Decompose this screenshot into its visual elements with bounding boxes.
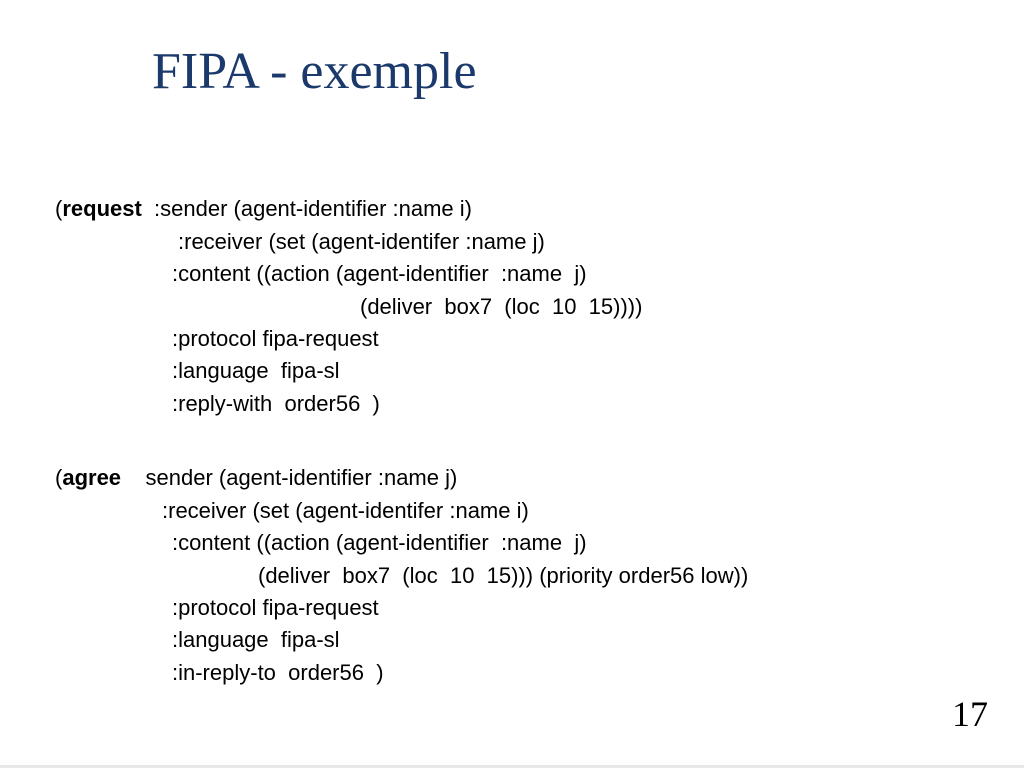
request-content: :content ((action (agent-identifier :name j) [172, 261, 587, 286]
agree-line-1 [55, 465, 457, 491]
request-receiver: :receiver (set (agent-identifer :name j) [178, 229, 545, 254]
request-reply-with: :reply-with order56 ) [172, 391, 380, 416]
agree-performative: agree [62, 465, 122, 490]
request-sender: :sender (agent-identifier :name i) [141, 196, 472, 221]
request-performative: request [62, 196, 142, 221]
request-open-paren: ( [55, 196, 63, 221]
agree-protocol: :protocol fipa-request [172, 595, 379, 620]
page-number: 17 [952, 694, 988, 734]
slide-title: FIPA - exemple [152, 43, 477, 100]
request-content-deliver: (deliver box7 (loc 10 15)))) [360, 294, 643, 319]
agree-content-deliver: (deliver box7 (loc 10 15))) (priority order56 low)) [258, 563, 749, 588]
agree-language: :language fipa-sl [172, 627, 340, 652]
request-language: :language fipa-sl [172, 358, 340, 383]
agree-receiver: :receiver (set (agent-identifer :name i) [162, 498, 529, 523]
agree-in-reply-to: :in-reply-to order56 ) [172, 660, 384, 685]
agree-sender: sender (agent-identifier :name j) [121, 465, 458, 490]
agree-open-paren: ( [55, 465, 63, 490]
agree-content: :content ((action (agent-identifier :name j) [172, 530, 587, 555]
request-line-1 [55, 196, 472, 222]
request-protocol: :protocol fipa-request [172, 326, 379, 351]
